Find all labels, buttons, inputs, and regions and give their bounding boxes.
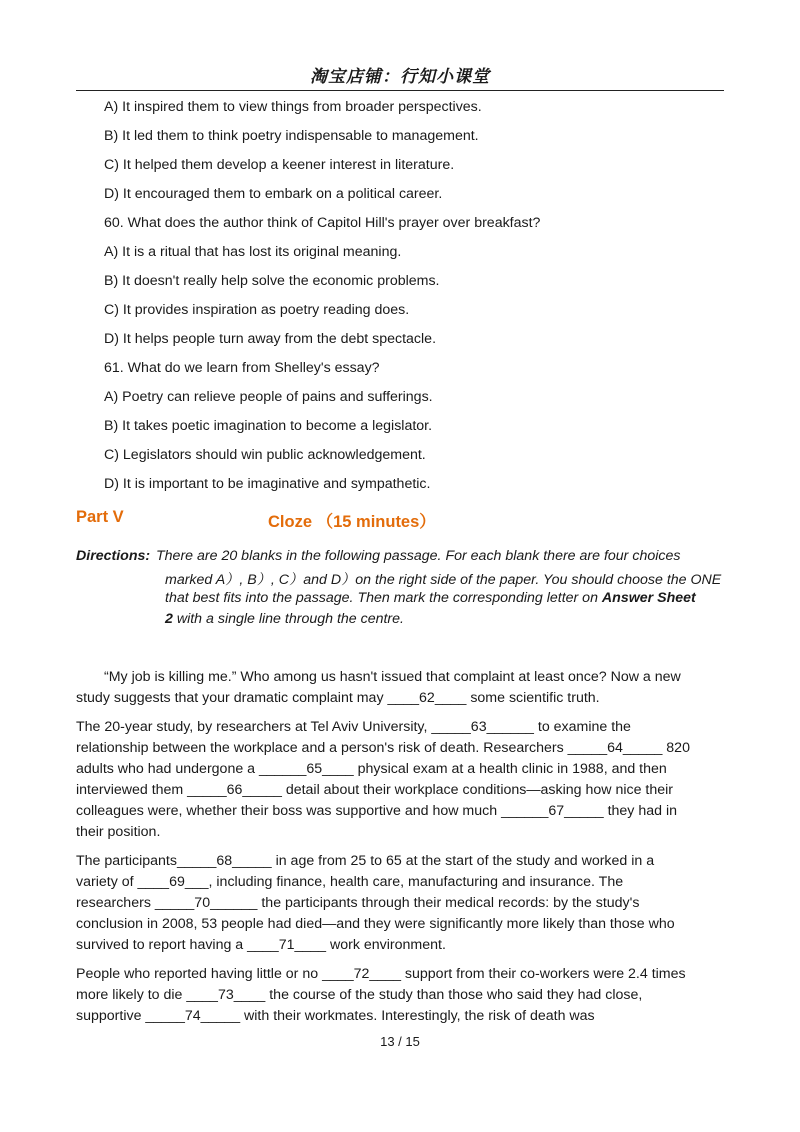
passage-para3-line3: researchers _____70______ the participants through their medical records: by the study's (76, 895, 640, 911)
passage-para3-line4: conclusion in 2008, 53 people had died—and they were significantly more likely than those who (76, 916, 675, 932)
option-q59-a: A) It inspired them to view things from broader perspectives. (104, 99, 482, 115)
header-divider (76, 90, 724, 91)
passage-para3-line5: survived to report having a ____71____ work environment. (76, 937, 446, 953)
answer-sheet-label: Answer Sheet (601, 590, 696, 606)
directions-line-4 (165, 611, 404, 627)
question-61: 61. What do we learn from Shelley's essay? (104, 360, 380, 376)
option-q60-c: C) It provides inspiration as poetry reading does. (104, 302, 410, 318)
answer-sheet-number: 2 (165, 611, 173, 627)
passage-para2-line3: adults who had undergone a ______65____ physical exam at a health clinic in 1988, and then (76, 761, 667, 777)
option-q61-d: D) It is important to be imaginative and sympathetic. (104, 476, 431, 492)
option-q59-b: B) It led them to think poetry indispensable to management. (104, 128, 479, 144)
option-q61-b: B) It takes poetic imagination to become a legislator. (104, 418, 433, 434)
option-q59-c: C) It helped them develop a keener interest in literature. (104, 157, 455, 173)
option-q60-d: D) It helps people turn away from the debt spectacle. (104, 331, 437, 347)
passage-para2-line5: colleagues were, whether their boss was supportive and how much ______67_____ they had in (76, 803, 677, 819)
passage-para4-line1: People who reported having little or no ____72____ support from their co-workers were 2.4 times (76, 966, 686, 982)
option-q59-d: D) It encouraged them to embark on a political career. (104, 186, 443, 202)
page-number: 13 / 15 (380, 1034, 420, 1049)
passage-para4-line2: more likely to die ____73____ the course of the study than those who said they had close, (76, 987, 643, 1003)
option-q61-c: C) Legislators should win public acknowledgement. (104, 447, 426, 463)
part-title: Cloze （15 minutes） (268, 513, 436, 531)
passage-para2-line2: relationship between the workplace and a person's risk of death. Researchers _____64_____ 820 (76, 740, 690, 756)
directions-line-3 (165, 590, 696, 606)
option-q61-a: A) Poetry can relieve people of pains and sufferings. (104, 389, 433, 405)
passage-para3-line1: The participants_____68_____ in age from 25 to 65 at the start of the study and worked in a (76, 853, 655, 869)
page-header-title: 淘宝店铺：行知小课堂 (310, 67, 490, 87)
option-q60-b: B) It doesn't really help solve the economic problems. (104, 273, 440, 289)
question-60: 60. What does the author think of Capitol Hill's prayer over breakfast? (104, 215, 541, 231)
part-label: Part V (76, 508, 124, 526)
directions-line-3-text: that best fits into the passage. Then mark the corresponding letter on (165, 590, 598, 606)
passage-para4-line3: supportive _____74_____ with their workmates. Interestingly, the risk of death was (76, 1008, 595, 1024)
directions-line-4-text: with a single line through the centre. (176, 611, 404, 627)
passage-para2-line4: interviewed them _____66_____ detail about their workplace conditions—asking how nice their (76, 782, 674, 798)
directions-line-1: There are 20 blanks in the following passage. For each blank there are four choices (156, 548, 681, 564)
passage-para3-line2: variety of ____69___, including finance, health care, manufacturing and insurance. The (76, 874, 624, 890)
directions-line-2: marked A）, B）, C）and D）on the right side of the paper. You should choose the ONE (165, 572, 722, 588)
passage-para2-line6: their position. (76, 824, 161, 840)
option-q60-a: A) It is a ritual that has lost its original meaning. (104, 244, 402, 260)
passage-para1-line1: “My job is killing me.” Who among us hasn't issued that complaint at least once? Now a new (104, 669, 681, 685)
passage-para2-line1: The 20-year study, by researchers at Tel Aviv University, _____63______ to examine the (76, 719, 631, 735)
passage-para1-line2: study suggests that your dramatic complaint may ____62____ some scientific truth. (76, 690, 600, 706)
directions-label: Directions: (76, 548, 151, 564)
